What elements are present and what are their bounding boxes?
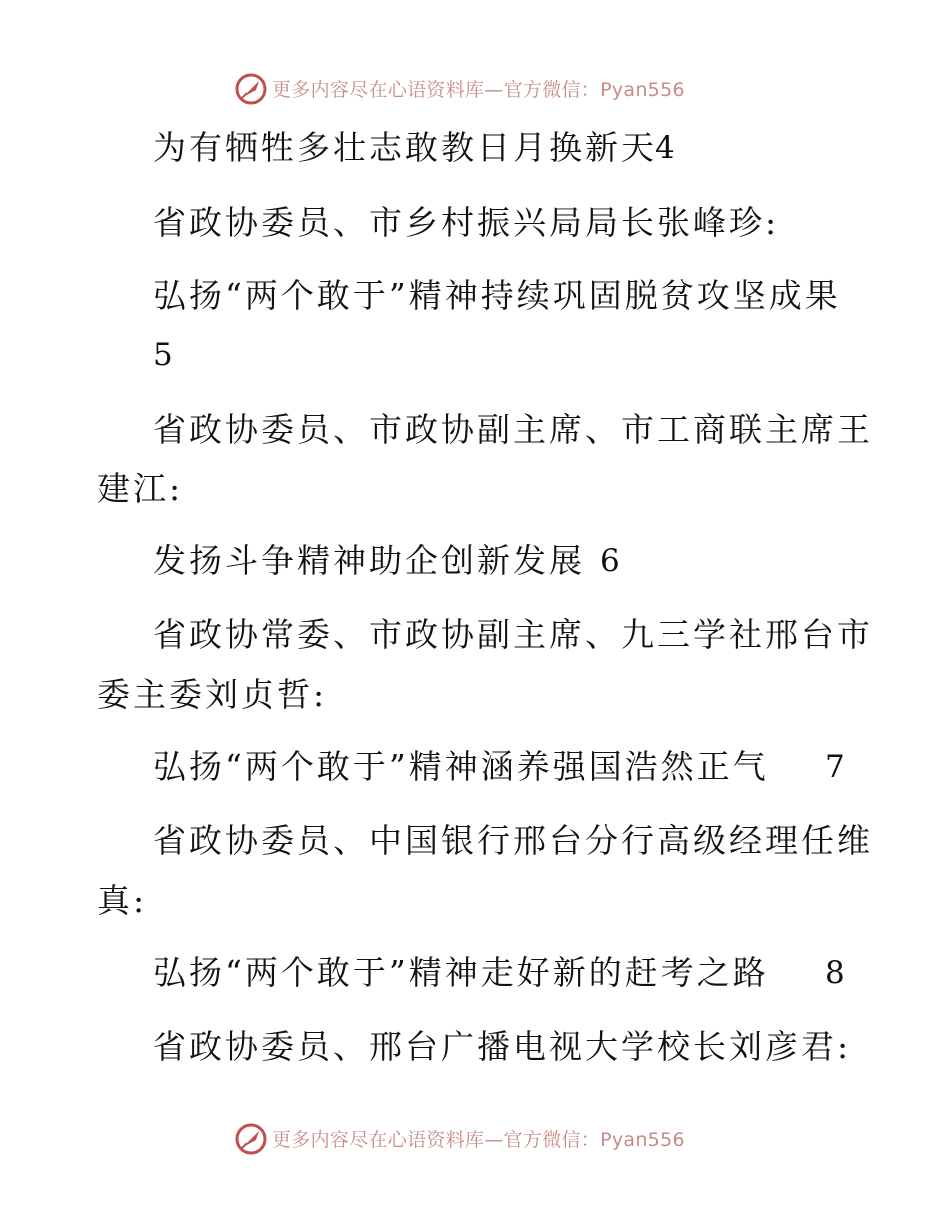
banner-text: 更多内容尽在心语资料库—官方微信：Pyan556	[272, 1129, 685, 1151]
toc-page-number: 6	[600, 543, 620, 579]
toc-author: 省政协委员、邢台广播电视大学校长刘彦君:	[153, 1027, 852, 1066]
quill-logo-icon	[234, 72, 268, 106]
header-banner	[0, 70, 950, 110]
toc-author-continuation: 建江:	[97, 469, 184, 508]
toc-title: 弘扬“两个敢于”精神持续巩固脱贫攻坚成果	[153, 276, 841, 315]
toc-author: 省政协委员、中国银行邢台分行高级经理任维	[153, 821, 873, 860]
toc-page-number: 4	[655, 130, 675, 166]
toc-title: 为有牺牲多壮志敢教日月换新天	[153, 128, 657, 167]
toc-title: 发扬斗争精神助企创新发展	[153, 541, 585, 580]
toc-page-number: 5	[153, 337, 173, 373]
banner-text: 更多内容尽在心语资料库—官方微信：Pyan556	[272, 79, 685, 101]
toc-title: 弘扬“两个敢于”精神走好新的赶考之路	[153, 953, 769, 992]
quill-logo-icon	[234, 1122, 268, 1156]
toc-page-number: 7	[825, 749, 845, 785]
toc-title: 弘扬“两个敢于”精神涵养强国浩然正气	[153, 747, 769, 786]
toc-author-continuation: 真:	[97, 881, 148, 920]
toc-author: 省政协常委、市政协副主席、九三学社邢台市	[153, 615, 873, 654]
toc-page-number: 8	[825, 955, 845, 991]
toc-author: 省政协委员、市政协副主席、市工商联主席王	[153, 410, 873, 449]
toc-author: 省政协委员、市乡村振兴局局长张峰珍:	[153, 203, 780, 242]
footer-banner	[0, 1120, 950, 1160]
toc-author-continuation: 委主委刘贞哲:	[97, 675, 328, 714]
